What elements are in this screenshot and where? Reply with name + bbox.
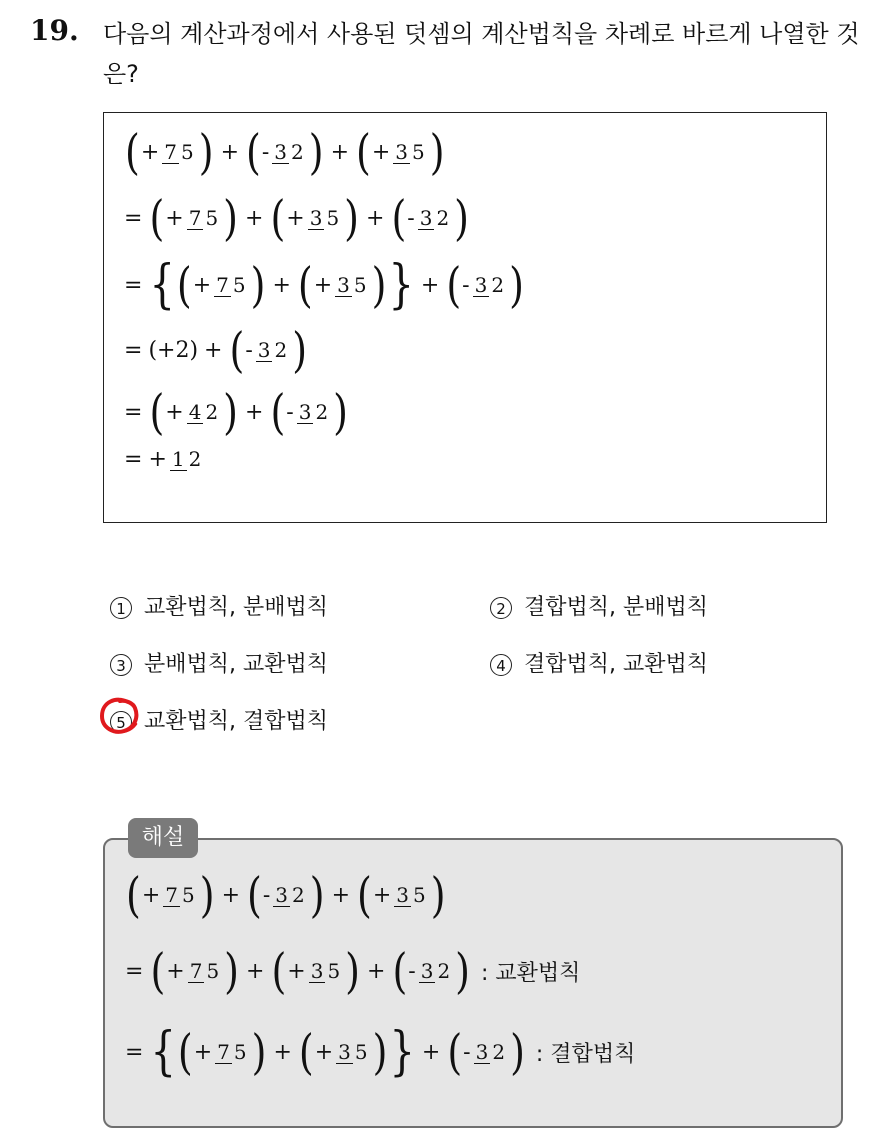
math-symbol: 5 bbox=[413, 882, 426, 907]
math-symbol: 2 bbox=[492, 1039, 506, 1064]
fraction bbox=[256, 339, 289, 362]
math-symbol: 5 bbox=[181, 139, 194, 164]
math-symbol: ) bbox=[309, 867, 325, 923]
math-symbol: 3 bbox=[420, 958, 434, 983]
math-symbol: 3 bbox=[337, 272, 350, 297]
explanation-line-3 bbox=[125, 1022, 636, 1082]
math-symbol: + bbox=[166, 958, 185, 984]
question-number: 19. bbox=[30, 14, 79, 47]
math-symbol: ( bbox=[297, 257, 313, 313]
math-symbol: 5 bbox=[232, 272, 246, 297]
problem-line-1 bbox=[124, 124, 446, 180]
fraction bbox=[473, 274, 506, 297]
math-symbol: + bbox=[420, 272, 440, 298]
fraction bbox=[393, 141, 426, 164]
fraction bbox=[474, 1041, 507, 1064]
math-symbol: 3 bbox=[395, 139, 408, 164]
math-symbol: 3 bbox=[257, 337, 271, 362]
fraction bbox=[309, 960, 342, 983]
fraction bbox=[170, 448, 203, 471]
math-symbol: + bbox=[165, 399, 184, 425]
math-symbol: = bbox=[124, 337, 143, 363]
math-symbol: 5 bbox=[233, 1039, 247, 1064]
math-symbol: - bbox=[245, 337, 253, 363]
math-symbol: ( bbox=[149, 384, 165, 440]
math-symbol: ) bbox=[372, 1024, 388, 1080]
fraction bbox=[273, 884, 306, 907]
math-symbol: 3 bbox=[419, 205, 433, 230]
math-symbol: 5 bbox=[326, 205, 340, 230]
math-symbol: + bbox=[371, 139, 391, 165]
math-symbol: 3 bbox=[274, 139, 287, 164]
math-symbol: 2 bbox=[315, 399, 329, 424]
math-symbol: 5 bbox=[206, 958, 220, 983]
math-symbol: ) bbox=[430, 867, 446, 923]
math-symbol: 3 bbox=[275, 882, 288, 907]
math-symbol: = bbox=[124, 399, 143, 425]
math-symbol: 2 bbox=[491, 272, 505, 297]
math-symbol: + bbox=[372, 882, 392, 908]
math-symbol: 5 bbox=[205, 205, 219, 230]
question-text: 다음의 계산과정에서 사용된 덧셈의 계산법칙을 차례로 바르게 나열한 것은? bbox=[103, 20, 860, 88]
answer-circle-icon bbox=[98, 696, 142, 736]
math-symbol: + bbox=[331, 882, 350, 908]
math-symbol: 5 bbox=[182, 882, 195, 907]
math-symbol: = bbox=[125, 1039, 144, 1065]
math-symbol: - bbox=[407, 205, 415, 231]
math-symbol: ( bbox=[247, 867, 262, 923]
math-symbol: ) bbox=[455, 943, 470, 999]
fraction bbox=[188, 960, 221, 983]
math-symbol: + bbox=[314, 1039, 334, 1065]
math-symbol: ( bbox=[391, 190, 407, 246]
math-symbol: ) bbox=[199, 867, 215, 923]
math-symbol: ( bbox=[176, 257, 192, 313]
math-symbol: + bbox=[421, 1039, 441, 1065]
choice-2[interactable]: 2 결합법칙, 분배법칙 bbox=[490, 590, 708, 621]
math-symbol: 3 bbox=[474, 272, 488, 297]
math-symbol: ) bbox=[454, 190, 469, 246]
math-symbol: 2 bbox=[274, 337, 288, 362]
math-symbol: ) bbox=[344, 190, 359, 246]
choice-number-icon: 4 bbox=[490, 654, 512, 676]
math-symbol: - bbox=[262, 882, 271, 908]
math-symbol: + bbox=[204, 337, 223, 363]
choice-1[interactable]: 1 교환법칙, 분배법칙 bbox=[110, 590, 328, 621]
math-symbol: + bbox=[141, 882, 161, 908]
math-symbol: ( bbox=[446, 257, 462, 313]
math-symbol: + bbox=[220, 139, 239, 165]
fraction bbox=[335, 274, 368, 297]
math-symbol: ) bbox=[308, 124, 324, 180]
math-symbol: + bbox=[367, 958, 386, 984]
math-symbol: 2 bbox=[292, 882, 305, 907]
math-symbol: 7 bbox=[217, 1039, 230, 1064]
math-symbol: 5 bbox=[353, 272, 367, 297]
explanation-line-2 bbox=[125, 943, 581, 999]
math-symbol: ( bbox=[357, 867, 372, 923]
math-symbol: + bbox=[330, 139, 349, 165]
fraction bbox=[163, 884, 196, 907]
math-symbol: ( bbox=[447, 1024, 463, 1080]
choice-number-icon: 2 bbox=[490, 597, 512, 619]
math-symbol: = bbox=[124, 272, 143, 298]
math-symbol: ) bbox=[292, 322, 308, 378]
math-symbol: 3 bbox=[475, 1039, 489, 1064]
math-symbol: + bbox=[273, 1039, 292, 1065]
math-symbol: ( bbox=[271, 943, 287, 999]
math-symbol: ( bbox=[177, 1024, 193, 1080]
explanation-tag: 해설 bbox=[128, 818, 198, 858]
problem-line-3 bbox=[124, 255, 525, 315]
math-symbol: 5 bbox=[354, 1039, 368, 1064]
math-symbol: ) bbox=[250, 257, 266, 313]
math-symbol: + bbox=[245, 205, 264, 231]
math-symbol: ( bbox=[298, 1024, 314, 1080]
choice-number-icon: 1 bbox=[110, 597, 132, 619]
fraction bbox=[187, 207, 220, 230]
choice-3[interactable]: 3 분배법칙, 교환법칙 bbox=[110, 647, 328, 678]
math-symbol: ( bbox=[150, 943, 166, 999]
math-symbol: + bbox=[246, 958, 265, 984]
math-symbol: - bbox=[462, 272, 470, 298]
fraction bbox=[297, 401, 330, 424]
math-symbol: + bbox=[272, 272, 291, 298]
math-symbol: { bbox=[150, 1022, 176, 1082]
math-symbol: 5 bbox=[412, 139, 425, 164]
math-symbol: (+2) bbox=[148, 337, 199, 363]
math-symbol: ) bbox=[224, 943, 239, 999]
math-symbol: ) bbox=[345, 943, 360, 999]
math-symbol: 5 bbox=[327, 958, 341, 983]
math-symbol: + bbox=[286, 205, 305, 231]
fraction bbox=[162, 141, 195, 164]
math-symbol: ( bbox=[270, 384, 286, 440]
math-symbol: + bbox=[287, 958, 306, 984]
math-symbol: + bbox=[221, 882, 240, 908]
math-symbol: ) bbox=[429, 124, 445, 180]
math-symbol: 3 bbox=[396, 882, 409, 907]
math-symbol: ) bbox=[223, 190, 238, 246]
math-symbol: + bbox=[245, 399, 264, 425]
math-symbol: 7 bbox=[164, 139, 177, 164]
math-symbol: 2 bbox=[188, 447, 202, 471]
fraction bbox=[418, 207, 451, 230]
math-symbol: + bbox=[193, 1039, 213, 1065]
fraction bbox=[214, 274, 247, 297]
fraction bbox=[394, 884, 427, 907]
math-symbol: 4 bbox=[188, 399, 202, 424]
choice-5[interactable]: 5 교환법칙, 결합법칙 bbox=[110, 704, 328, 735]
choice-number-icon: 3 bbox=[110, 654, 132, 676]
math-symbol: 7 bbox=[189, 958, 203, 983]
math-symbol: ( bbox=[246, 124, 261, 180]
choice-number-icon: 5 bbox=[110, 711, 132, 733]
math-symbol: 7 bbox=[165, 882, 178, 907]
math-symbol: 2 bbox=[291, 139, 304, 164]
math-symbol: = bbox=[124, 205, 143, 231]
math-symbol: ) bbox=[198, 124, 214, 180]
math-symbol: ) bbox=[510, 1024, 525, 1080]
math-symbol: ) bbox=[223, 384, 238, 440]
math-symbol: ( bbox=[356, 124, 371, 180]
math-symbol: 7 bbox=[188, 205, 202, 230]
math-symbol: 2 bbox=[436, 205, 450, 230]
math-symbol: ) bbox=[509, 257, 524, 313]
fraction bbox=[215, 1041, 248, 1064]
math-symbol: ( bbox=[229, 322, 245, 378]
math-symbol: } bbox=[388, 255, 414, 315]
law-annotation: : 결합법칙 bbox=[535, 1041, 636, 1067]
fraction bbox=[336, 1041, 369, 1064]
law-annotation: : 교환법칙 bbox=[481, 960, 581, 986]
math-symbol: ) bbox=[251, 1024, 267, 1080]
explanation-line-1 bbox=[125, 867, 447, 923]
math-symbol: 2 bbox=[437, 958, 451, 983]
math-symbol: - bbox=[261, 139, 270, 165]
math-symbol: { bbox=[149, 255, 175, 315]
math-symbol: 1 bbox=[171, 447, 185, 471]
fraction bbox=[419, 960, 452, 983]
math-symbol: ( bbox=[126, 867, 141, 923]
fraction bbox=[272, 141, 305, 164]
math-symbol: + bbox=[140, 139, 160, 165]
math-symbol: = bbox=[125, 958, 144, 984]
math-symbol: - bbox=[463, 1039, 471, 1065]
math-symbol: - bbox=[408, 958, 416, 984]
problem-line-6 bbox=[124, 447, 205, 472]
math-symbol: + bbox=[313, 272, 333, 298]
problem-line-2 bbox=[124, 190, 470, 246]
problem-line-4 bbox=[124, 322, 308, 378]
math-symbol: ) bbox=[333, 384, 348, 440]
math-symbol: 3 bbox=[310, 958, 324, 983]
math-symbol: = bbox=[124, 447, 143, 472]
math-symbol: ( bbox=[392, 943, 408, 999]
math-symbol: ) bbox=[371, 257, 387, 313]
choice-4[interactable]: 4 결합법칙, 교환법칙 bbox=[490, 647, 708, 678]
math-symbol: 2 bbox=[205, 399, 219, 424]
math-symbol: ( bbox=[270, 190, 286, 246]
problem-box bbox=[103, 112, 827, 523]
math-symbol: ( bbox=[149, 190, 165, 246]
math-symbol: } bbox=[389, 1022, 415, 1082]
math-symbol: + bbox=[165, 205, 184, 231]
problem-line-5 bbox=[124, 384, 349, 440]
math-symbol: 3 bbox=[298, 399, 312, 424]
fraction bbox=[308, 207, 341, 230]
math-symbol: 3 bbox=[338, 1039, 351, 1064]
explanation-box bbox=[103, 838, 843, 1128]
math-symbol: 3 bbox=[309, 205, 323, 230]
math-symbol: ( bbox=[125, 124, 140, 180]
math-symbol: + bbox=[192, 272, 212, 298]
math-symbol: + bbox=[148, 447, 167, 472]
math-symbol: 7 bbox=[216, 272, 229, 297]
fraction bbox=[187, 401, 220, 424]
math-symbol: - bbox=[286, 399, 294, 425]
math-symbol: + bbox=[366, 205, 385, 231]
